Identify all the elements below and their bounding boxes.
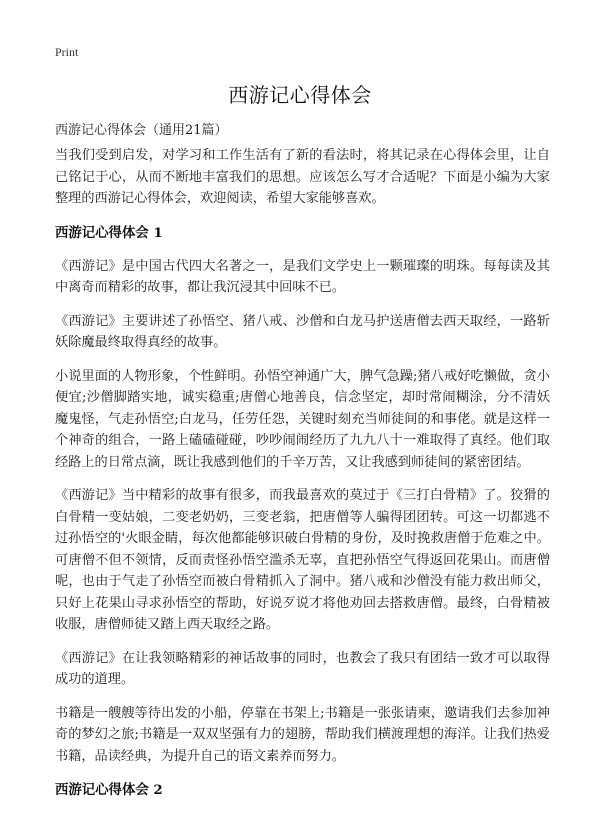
section-1-paragraph-5: 《西游记》在让我领略精彩的神话故事的同时，也教会了我只有团结一致才可以取得成功的道理。	[55, 650, 550, 687]
section-1-paragraph-6: 书籍是一艘艘等待出发的小船，停靠在书架上;书籍是一张张请柬，邀请我们去参加神奇的梦幻之旅;书籍是一双双坚强有力的翅膀，帮助我们横渡理想的海洋。让我们热爱书籍，品读经典，为提升自己的语文素养而努力。	[55, 705, 550, 764]
section-heading-1: 西游记心得体会 1	[55, 224, 163, 241]
document-body	[55, 145, 550, 813]
section-heading-2: 西游记心得体会 2	[55, 782, 163, 798]
page-title: 西游记心得体会	[228, 83, 372, 107]
print-link[interactable]: Print	[55, 45, 79, 59]
section-1-paragraph-3: 小说里面的人物形象，个性鲜明。孙悟空神通广大，脾气急躁;猪八戒好吃懒做，贪小便宜;沙僧脚踏实地，诚实稳重;唐僧心地善良，信念坚定，却时常闹糊涂，分不清妖魔鬼怪，气走孙悟空;白龙马，任劳任怨，关键时刻充当师徒间的和事佬。就是这样一个神奇的组合，一路上磕磕碰碰，吵吵闹闹经历了九九八十一难取得了真经。他们取经路上的日常点滴，既让我感到他们的千辛万苦，又让我感到师徒间的紧密团结。	[55, 368, 550, 470]
section-1-paragraph-4: 《西游记》当中精彩的故事有很多，而我最喜欢的莫过于《三打白骨精》了。狡猾的白骨精一变姑娘，二变老奶奶，三变老翁，把唐僧等人骗得团团转。可这一切都逃不过孙悟空的'火眼金睛，每次他都能够识破白骨精的身份，及时挽救唐僧于危难之中。可唐僧不但不领情，反而责怪孙悟空滥杀无辜，直把孙悟空气得返回花果山。而唐僧呢，也由于气走了孙悟空而被白骨精抓入了洞中。猪八戒和沙僧没有能力救出师父，只好上花果山寻求孙悟空的帮助，好说歹说才将他劝回去搭救唐僧。最终，白骨精被收服，唐僧师徒又踏上西天取经之路。	[55, 488, 550, 632]
document-subtitle: 西游记心得体会（通用21篇）	[55, 123, 228, 138]
section-1-paragraph-1: 《西游记》是中国古代四大名著之一，是我们文学史上一颗璀璨的明珠。每每读及其中离奇而精彩的故事，都让我沉浸其中回味不已。	[55, 258, 550, 295]
intro-paragraph: 当我们受到启发，对学习和工作生活有了新的看法时，将其记录在心得体会里，让自己铭记于心，从而不断地丰富我们的思想。应该怎么写才合适呢？下面是小编为大家整理的西游记心得体会，欢迎阅读，希望大家能够喜欢。	[55, 148, 550, 206]
section-1-paragraph-2: 《西游记》主要讲述了孙悟空、猪八戒、沙僧和白龙马护送唐僧去西天取经，一路斩妖除魔最终取得真经的故事。	[55, 313, 550, 350]
